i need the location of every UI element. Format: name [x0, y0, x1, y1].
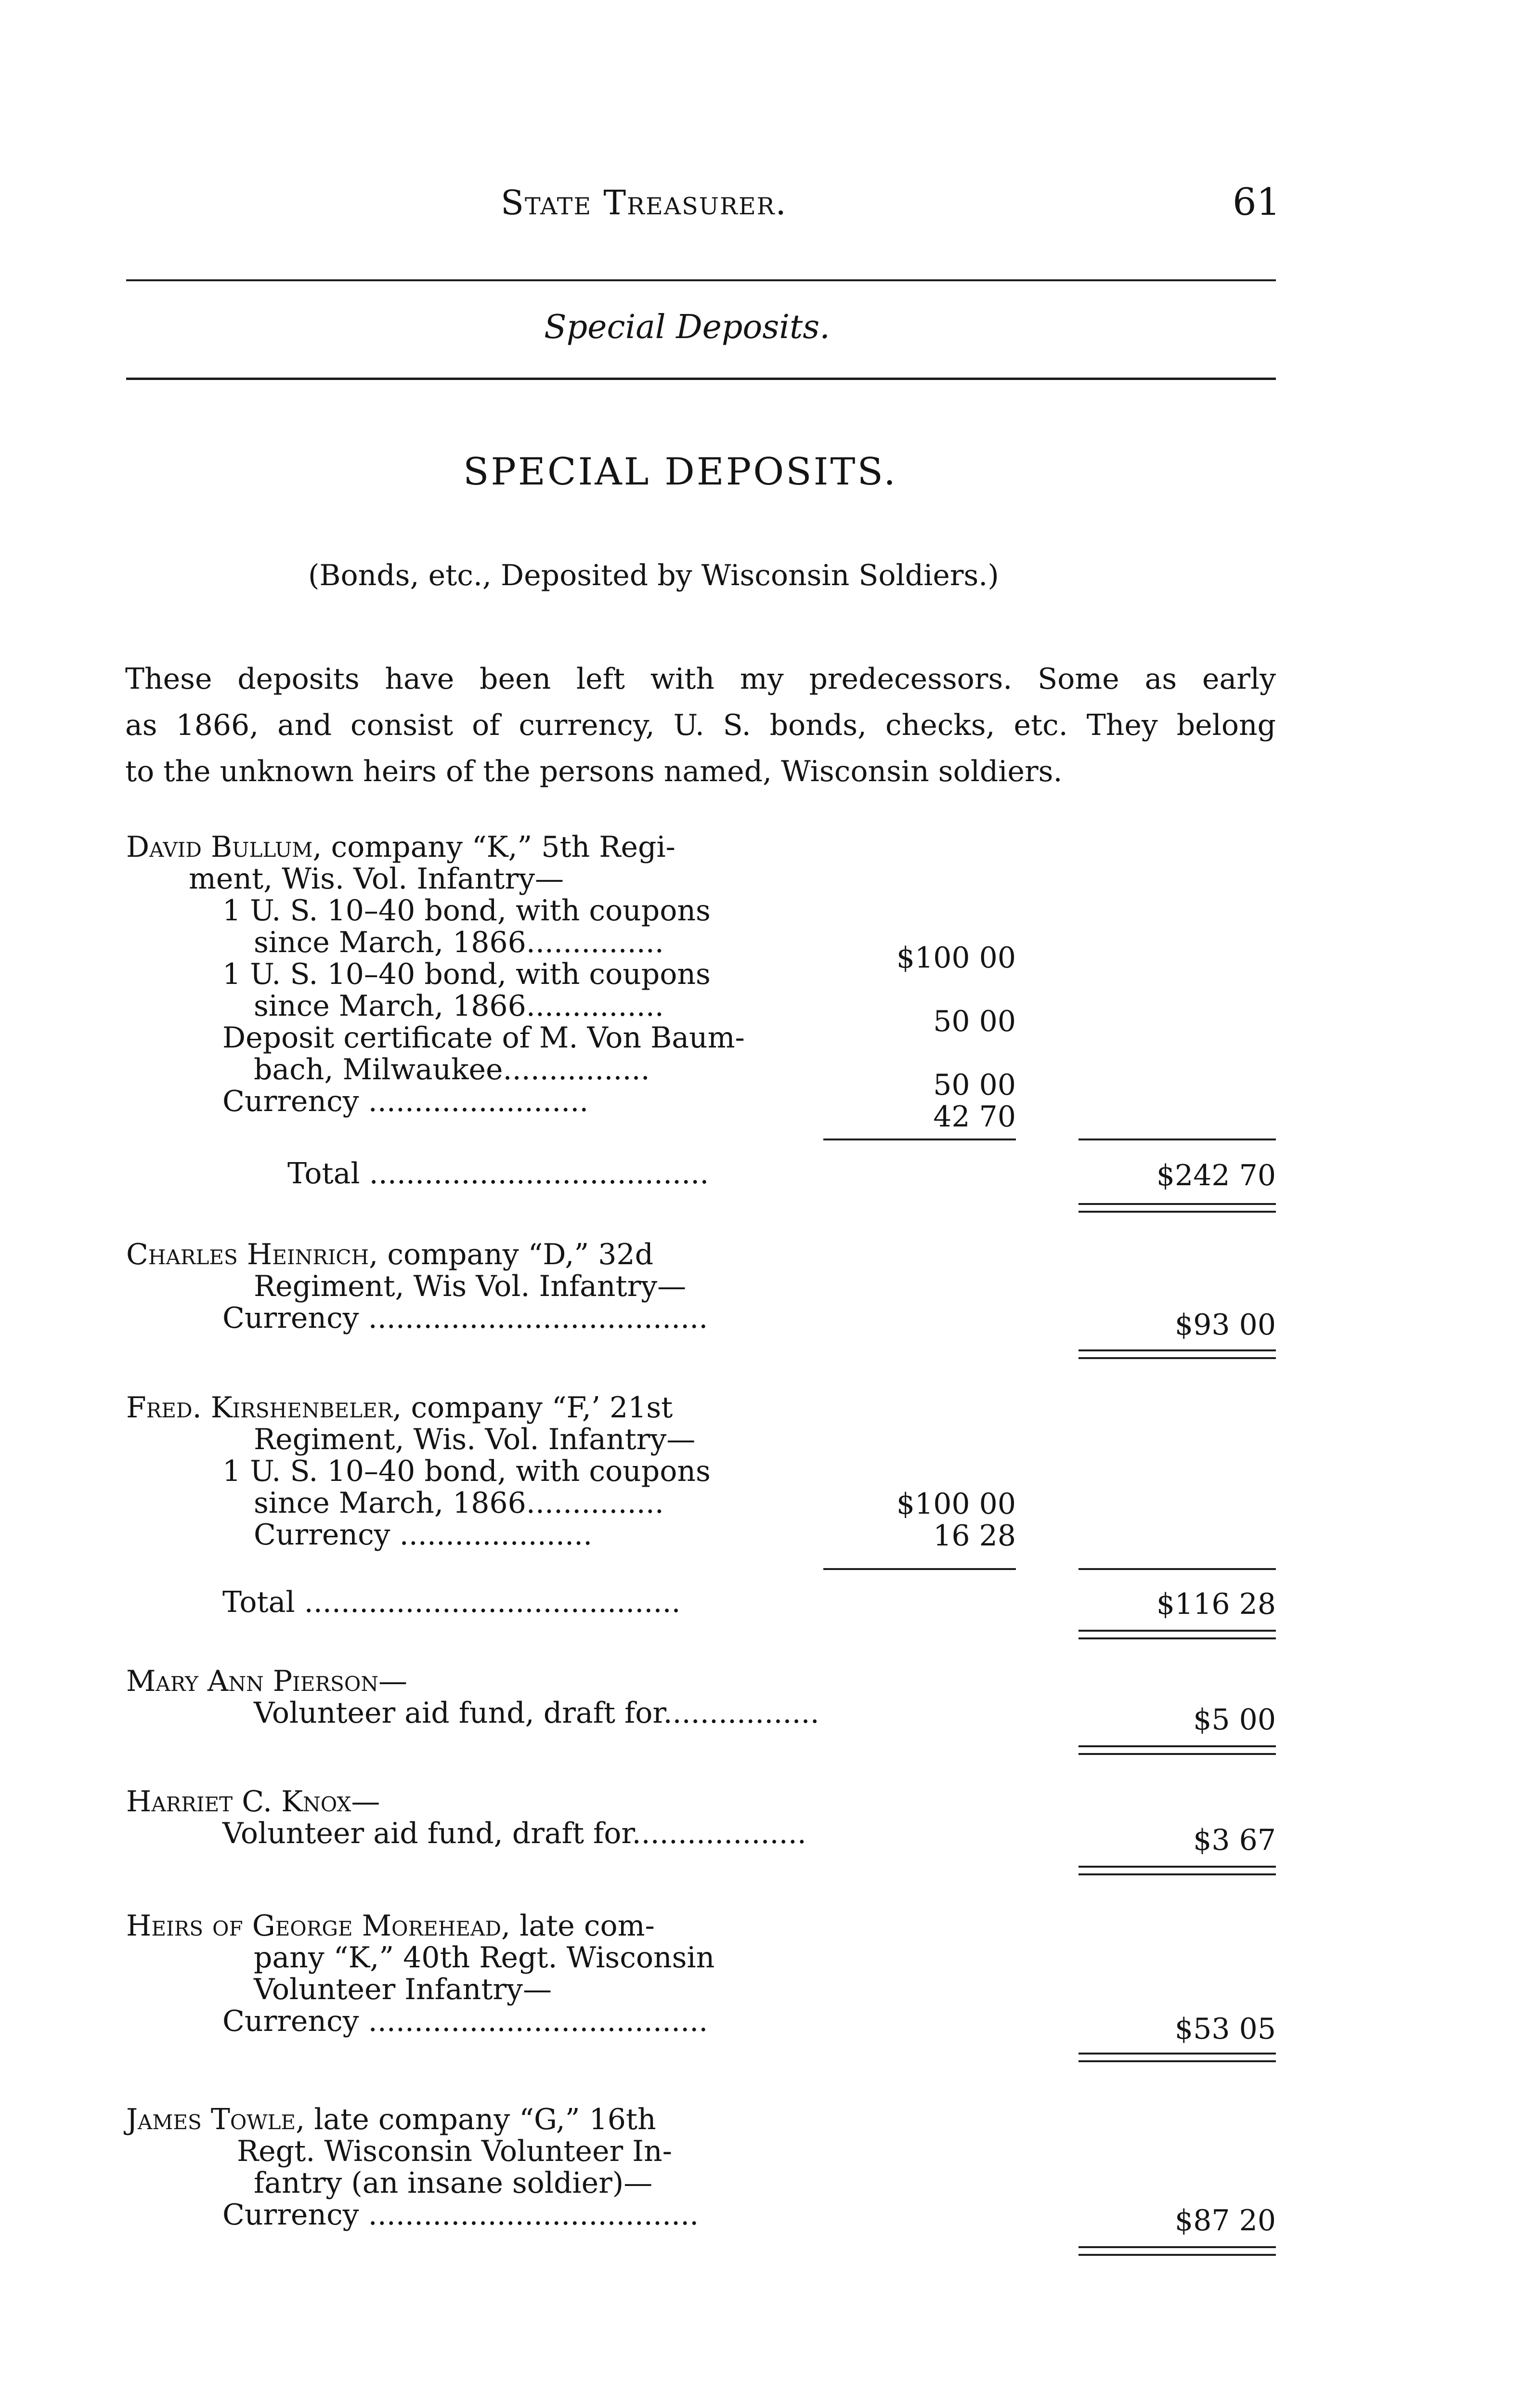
entry-david-bullum: [126, 831, 745, 1117]
double-rule: [1078, 1637, 1276, 1639]
entry-line: fantry (an insane soldier)—: [254, 2166, 653, 2200]
entry-line: Currency ....................................: [222, 2198, 699, 2232]
entry-line: pany “K,” 40th Regt. Wisconsin: [254, 1941, 715, 1975]
entry-name: Charles Heinrich,: [126, 1238, 378, 1271]
double-rule: [1078, 1630, 1276, 1632]
entry-line: Currency .....................................: [222, 1301, 708, 1335]
entry-line: Volunteer aid fund, draft for.................: [254, 1696, 819, 1730]
entry-line: Regiment, Wis. Vol. Infantry—: [254, 1423, 696, 1456]
entry-heading-line: [126, 1239, 708, 1270]
entry-name: Harriet C. Knox—: [126, 1785, 380, 1819]
entry-line: company “K,” 5th Regi-: [331, 830, 676, 864]
entry-mary-ann-pierson: [126, 1665, 819, 1729]
total-label: Total .........................................: [222, 1585, 681, 1619]
entry-name: Mary Ann Pierson—: [126, 1664, 407, 1698]
entry-total: $5 00: [1193, 1703, 1276, 1737]
entry-line: since March, 1866...............: [254, 926, 664, 959]
entry-line: company “F,’ 21st: [411, 1391, 673, 1425]
entry-line: Currency .....................................: [222, 2004, 708, 2038]
entry-total: $53 05: [1175, 2012, 1276, 2046]
amount-value: $100 00: [896, 1487, 1016, 1521]
entry-line: late com-: [520, 1909, 655, 1943]
amount-value: 42 70: [933, 1100, 1016, 1134]
subtotal-rule: [823, 1568, 1016, 1570]
entry-line: bach, Milwaukee................: [254, 1053, 650, 1086]
entry-line: Volunteer Infantry—: [254, 1973, 552, 2006]
entry-line: Regt. Wisconsin Volunteer In-: [237, 2134, 672, 2168]
entry-line: since March, 1866...............: [254, 1486, 664, 1520]
entry-heading-line: [126, 1392, 711, 1424]
entry-charles-heinrich: [126, 1239, 708, 1334]
amount-value: 16 28: [933, 1519, 1016, 1553]
double-rule: [1078, 1873, 1276, 1875]
intro-line: to the unknown heirs of the persons named, Wisconsin soldiers.: [125, 755, 1063, 788]
subtotal-rule: [823, 1139, 1016, 1140]
entry-total: $93 00: [1175, 1308, 1276, 1342]
entry-line: Volunteer aid fund, draft for...................: [222, 1817, 806, 1850]
entry-line: Regiment, Wis Vol. Infantry—: [254, 1269, 687, 1303]
entry-heirs-george-morehead: [126, 1910, 715, 2037]
main-heading: SPECIAL DEPOSITS.: [463, 450, 897, 494]
heading-note: (Bonds, etc., Deposited by Wisconsin Soldiers.): [308, 559, 999, 592]
double-rule: [1078, 1211, 1276, 1213]
running-title: State Treasurer.: [501, 183, 787, 222]
entry-total: $116 28: [1156, 1587, 1276, 1621]
entry-name: David Bullum,: [126, 830, 322, 864]
entry-name: Fred. Kirshenbeler,: [126, 1391, 402, 1425]
amount-value: 50 00: [933, 1005, 1016, 1038]
entry-line: ment, Wis. Vol. Infantry—: [189, 862, 564, 896]
double-rule: [1078, 1203, 1276, 1205]
entry-name: James Towle,: [126, 2103, 305, 2136]
double-rule: [1078, 1866, 1276, 1868]
total-rule: [1078, 1139, 1276, 1140]
double-rule: [1078, 1745, 1276, 1747]
entry-line: 1 U. S. 10–40 bond, with coupons: [222, 957, 711, 991]
section-subtitle: Special Deposits.: [544, 308, 830, 346]
entry-heading-line: [126, 2104, 699, 2135]
entry-line: Currency .....................: [254, 1518, 593, 1552]
entry-harriet-knox: [126, 1786, 806, 1849]
double-rule: [1078, 1349, 1276, 1351]
double-rule: [1078, 2053, 1276, 2055]
entry-total: $3 67: [1193, 1823, 1276, 1857]
amount-value: 50 00: [933, 1068, 1016, 1102]
double-rule: [1078, 2060, 1276, 2062]
page-number: 61: [1233, 181, 1281, 224]
total-rule: [1078, 1568, 1276, 1570]
entry-line: since March, 1866...............: [254, 989, 664, 1023]
entry-line: Currency ........................: [222, 1085, 589, 1118]
double-rule: [1078, 1357, 1276, 1359]
entry-fred-kirshenbeler: [126, 1392, 711, 1551]
intro-paragraph: [125, 656, 1276, 795]
header-rule-bottom: [126, 378, 1276, 380]
intro-line: These deposits have been left with my predecessors. Some as early: [125, 662, 1276, 696]
double-rule: [1078, 2254, 1276, 2256]
entry-total: $242 70: [1156, 1159, 1276, 1192]
entry-total: $87 20: [1175, 2204, 1276, 2238]
entry-line: 1 U. S. 10–40 bond, with coupons: [222, 1454, 711, 1488]
entry-heading-line: [126, 831, 745, 863]
entry-james-towle: [126, 2104, 699, 2231]
entry-heading-line: [126, 1910, 715, 1942]
entry-line: 1 U. S. 10–40 bond, with coupons: [222, 894, 711, 928]
intro-line: as 1866, and consist of currency, U. S. bonds, checks, etc. They belong: [125, 708, 1276, 742]
header-rule-top: [126, 279, 1276, 281]
amount-value: $100 00: [896, 941, 1016, 975]
entry-line: company “D,” 32d: [387, 1238, 653, 1271]
total-label: Total .....................................: [287, 1157, 709, 1191]
double-rule: [1078, 1753, 1276, 1755]
double-rule: [1078, 2246, 1276, 2248]
entry-line: late company “G,” 16th: [314, 2103, 656, 2136]
entry-line: Deposit certificate of M. Von Baum-: [222, 1021, 745, 1055]
entry-name: Heirs of George Morehead,: [126, 1909, 511, 1943]
